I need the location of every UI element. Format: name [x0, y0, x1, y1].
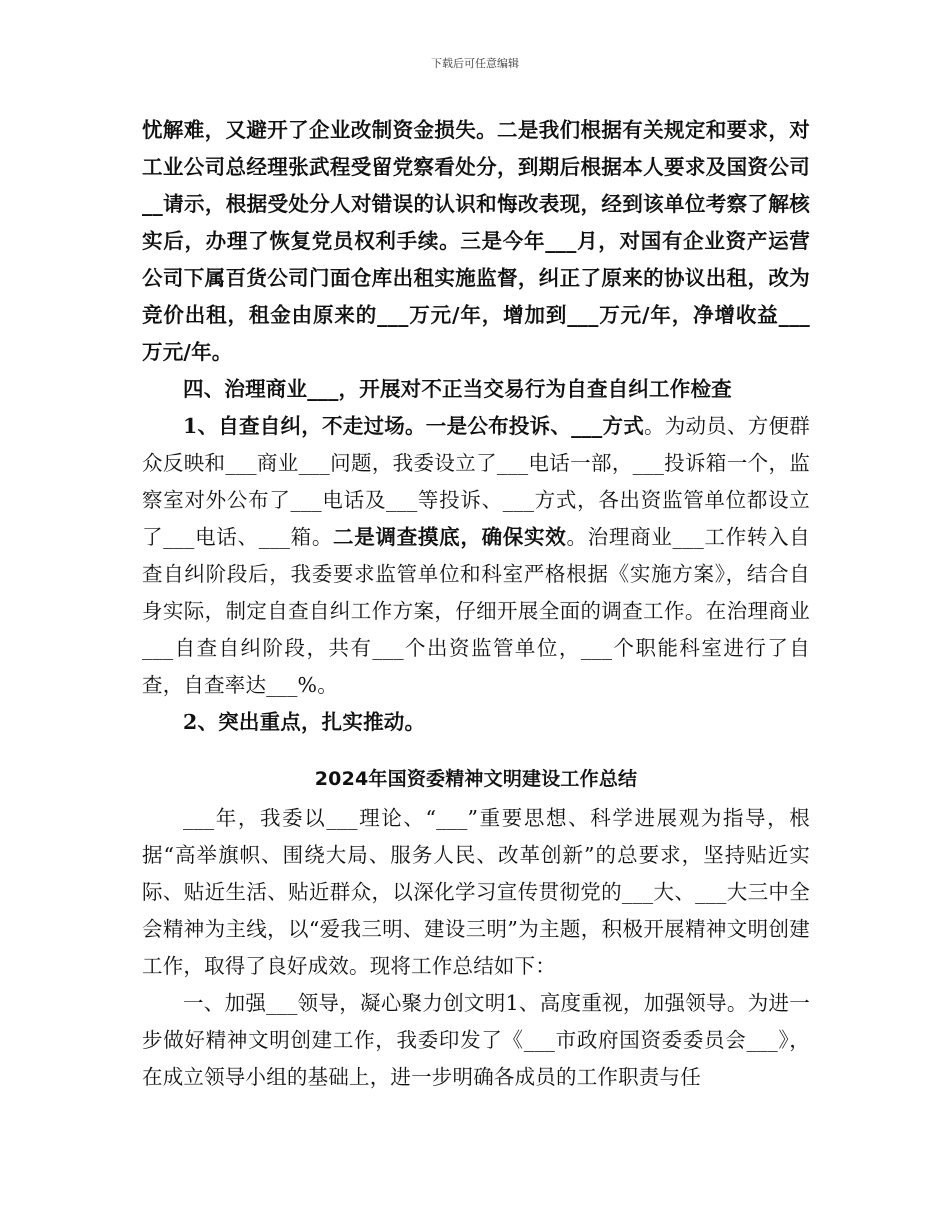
paragraph-section-1: 一、加强___领导，凝心聚力创文明1、高度重视，加强领导。为进一步做好精神文明创建工作，我委印发了《___市政府国资委委员会___》，在成立领导小组的基础上，进一步明确各成员的工作职责与任	[142, 991, 810, 1089]
page-header: 下载后可任意编辑	[431, 57, 519, 70]
document-title: 2024年国资委精神文明建设工作总结	[314, 768, 638, 790]
item1-text-second: 。治理商业___工作转入自查自纠阶段后，我委要求监管单位和科室严格根据《实施方案》，结合自身实际，制定自查自纠工作方案，仔细开展全面的调查工作。在治理商业___自查自纠阶段，共有___个出资监管单位，___个职能科室进行了自查，自查率达___%。	[142, 525, 810, 697]
paragraph-item-1	[142, 408, 810, 704]
item1-text: 。为动员、方便群众反映和___商业___问题，我委设立了___电话一部，___投诉箱一个，监察室对外公布了___电话及___等投诉、___方式，各出资监管单位都设立了___电话、___箱。	[142, 414, 810, 549]
paragraph-item-2: 2、突出重点，扎实推动。	[183, 710, 426, 734]
item1-bold-lead: 1、自查自纠，不走过场。一是公布投诉、___方式	[183, 414, 644, 438]
paragraph-intro: ___年，我委以___理论、“___”重要思想、科学进展观为指导，根据“高举旗帜、围绕大局、服务人民、改革创新”的总要求，坚持贴近实际、贴近生活、贴近群众，以深化学习宣传贯彻党的___大、___大三中全会精神为主线，以“爱我三明、建设三明”为主题，积极开展精神文明创建工作，取得了良好成效。现将工作总结如下：	[142, 806, 810, 978]
paragraph-continuation: 忧解难，又避开了企业改制资金损失。二是我们根据有关规定和要求，对工业公司总经理张武程受留党察看处分，到期后根据本人要求及国资公司__请示，根据受处分人对错误的认识和悔改表现，经到该单位考察了解核实后，办理了恢复党员权利手续。三是今年___月，对国有企业资产运营公司下属百货公司门面仓库出租实施监督，纠正了原来的协议出租，改为竞价出租，租金由原来的___万元/年，增加到___万元/年，净增收益___万元/年。	[142, 118, 810, 364]
section-heading-4: 四、治理商业___，开展对不正当交易行为自查自纠工作检查	[183, 377, 732, 401]
document-body	[142, 112, 810, 1096]
item1-bold-second: 二是调查摸底，确保实效	[333, 525, 567, 549]
